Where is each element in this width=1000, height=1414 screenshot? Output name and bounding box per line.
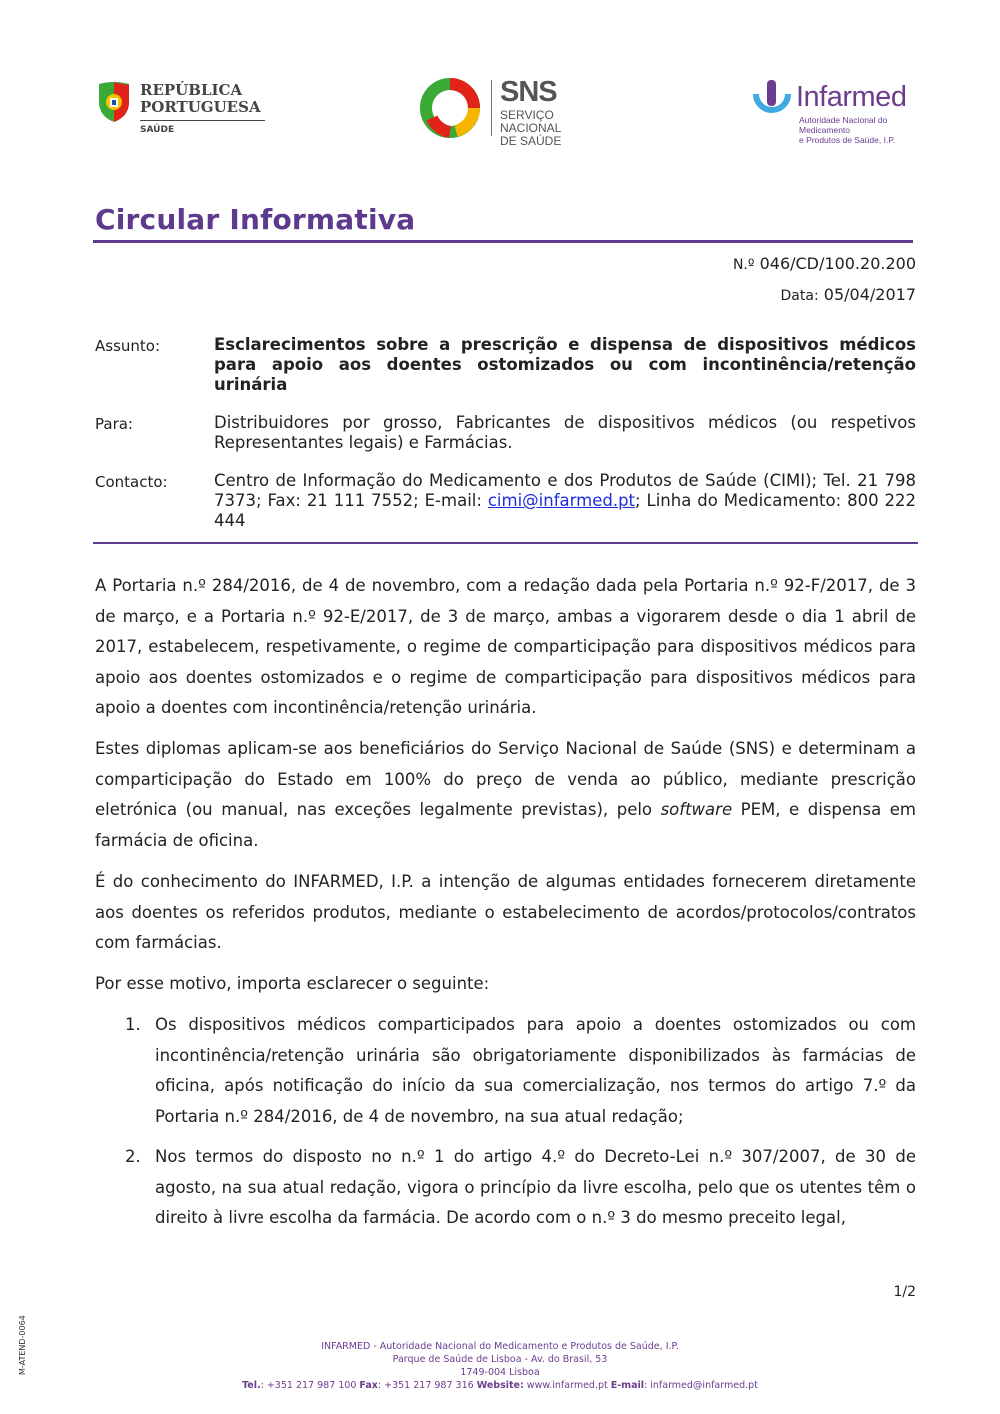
to-value: Distribuidores por grosso, Fabricantes de dispositivos médicos (ou respetivos Representantes legais) e Farmácias.: [214, 413, 916, 452]
infarmed-title: Infarmed: [796, 81, 907, 113]
contact-email-link[interactable]: cimi@infarmed.pt: [487, 491, 636, 510]
sns-logo: [420, 76, 605, 148]
paragraph-2-italic: software: [660, 800, 733, 820]
list-item-number: 1.: [125, 1015, 141, 1034]
subject-label: Assunto:: [95, 337, 161, 355]
side-form-code: M-ATEND-0064: [18, 1315, 27, 1375]
sns-line2: DE SAÚDE: [500, 134, 562, 148]
footer-line-3: 1749-004 Lisboa: [460, 1367, 540, 1378]
footer-fax-label: Fax: [359, 1380, 378, 1391]
sns-title: SNS: [500, 76, 557, 108]
republica-line1: REPÚBLICA: [140, 81, 243, 99]
meta-divider: [93, 542, 918, 544]
sns-divider: [491, 80, 492, 136]
list-item-text: Os dispositivos médicos comparticipados para apoio a doentes ostomizados ou com incontinência/retenção urinária são obrigatoriamente disponibilizados às farmácias de oficina, após notificação do início da sua comercialização, nos termos do artigo 7.º da Portaria n.º 284/2016, de 4 de novembro, na sua atual redação;: [155, 1015, 916, 1126]
document-title: Circular Informativa: [95, 203, 416, 236]
footer-tel-label: Tel.: [242, 1380, 261, 1391]
to-label: Para:: [95, 415, 133, 433]
infarmed-line1: Autoridade Nacional do Medicamento: [799, 115, 888, 135]
page-number: 1/2: [893, 1284, 916, 1300]
infarmed-line2: e Produtos de Saúde, I.P.: [799, 135, 896, 145]
sns-line1: SERVIÇO NACIONAL: [500, 108, 562, 135]
footer-tel: : +351 217 987 100: [260, 1380, 360, 1391]
footer-line-2: Parque de Saúde de Lisboa - Av. do Brasil, 53: [392, 1354, 608, 1365]
republica-divider: [140, 120, 265, 121]
paragraph-2-before: Estes diplomas aplicam-se aos beneficiários do Serviço Nacional de Saúde (SNS) e determinam a comparticipação do Estado em 100% do preço de venda ao público, mediante prescrição eletrónica (ou manual, nas exceções legalmente previstas), pelo: [95, 739, 916, 820]
reference-date-label: Data:: [780, 288, 819, 304]
republica-portuguesa-logo: [95, 80, 270, 140]
paragraph-4: Por esse motivo, importa esclarecer o seguinte:: [95, 974, 490, 993]
contact-text-before: Centro de Informação do Medicamento e dos Produtos de Saúde (CIMI); Tel. 21 798 7373; Fax: 21 111 7552; E-mail:: [214, 471, 916, 510]
republica-sub: SAÚDE: [140, 125, 175, 135]
reference-date: [781, 285, 916, 304]
footer-web-label: Website:: [476, 1380, 524, 1391]
sns-ring-icon: [420, 78, 480, 138]
contact-text-after: ; Linha do Medicamento: 800 222 444: [214, 491, 917, 530]
title-divider: [93, 240, 913, 243]
reference-number-value: 046/CD/100.20.200: [759, 254, 916, 273]
paragraph-1: A Portaria n.º 284/2016, de 4 de novembro, com a redação dada pela Portaria n.º 92-F/2017, de 3 de março, e a Portaria n.º 92-E/2017, de 3 de março, ambas a vigorarem desde o dia 1 abril de 2017, estabelecem, respetivamente, o regime de comparticipação para dispositivos médicos para apoio aos doentes ostomizados e o regime de comparticipação para dispositivos médicos para apoio a doentes com incontinência/retenção urinária.: [95, 576, 916, 718]
contact-value: [214, 471, 916, 531]
portugal-emblem-icon: [95, 80, 133, 124]
footer-email-label: E-mail: [610, 1380, 645, 1391]
subject-value: Esclarecimentos sobre a prescrição e dispensa de dispositivos médicos para apoio aos doentes ostomizados ou com incontinência/retenção urinária: [214, 335, 916, 394]
footer-email[interactable]: : infarmed@infarmed.pt: [644, 1380, 758, 1391]
list-item-number: 2.: [125, 1147, 141, 1166]
paragraph-2: [95, 734, 916, 856]
contact-label: Contacto:: [95, 473, 168, 491]
footer-line-1: INFARMED - Autoridade Nacional do Medicamento e Produtos de Saúde, I.P.: [321, 1341, 679, 1352]
reference-number: [733, 254, 916, 273]
infarmed-drop-icon: [750, 78, 794, 126]
footer-fax: : +351 217 987 316: [377, 1380, 477, 1391]
reference-date-value: 05/04/2017: [823, 285, 916, 304]
republica-line2: PORTUGUESA: [140, 98, 261, 116]
list-item-text: Nos termos do disposto no n.º 1 do artigo 4.º do Decreto-Lei n.º 307/2007, de 30 de agosto, na sua atual redação, vigora o princípio da livre escolha, pelo que os utentes têm o direito à livre escolha da farmácia. De acordo com o n.º 3 do mesmo preceito legal,: [155, 1147, 916, 1228]
footer-contacts: [0, 1379, 1000, 1392]
paragraph-3: É do conhecimento do INFARMED, I.P. a intenção de algumas entidades fornecerem diretamente aos doentes os referidos produtos, mediante o estabelecimento de acordos/protocolos/contratos com farmácias.: [95, 872, 916, 953]
infarmed-logo: [750, 78, 920, 145]
footer-web[interactable]: www.infarmed.pt: [523, 1380, 611, 1391]
paragraph-2-after: PEM, e dispensa em farmácia de oficina.: [95, 800, 916, 850]
reference-number-label: N.º: [732, 257, 755, 273]
